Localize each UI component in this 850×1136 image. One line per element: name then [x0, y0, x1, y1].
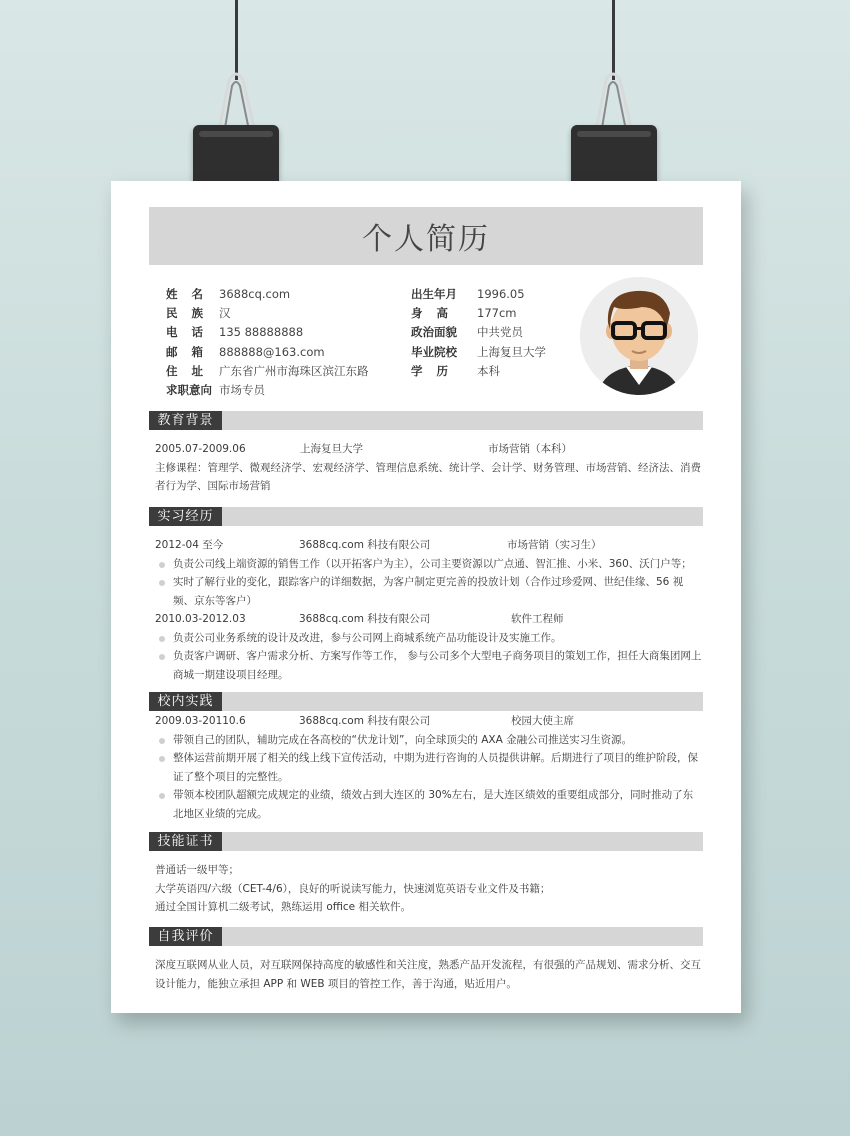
- info-value: 1996.05: [477, 287, 525, 301]
- info-value: 135 88888888: [219, 325, 304, 340]
- section-heading-skills: 技能证书: [149, 832, 222, 851]
- campus-company: 3688cq.com 科技有限公司: [299, 715, 431, 727]
- resume-paper: [111, 181, 741, 1013]
- info-label: 学历: [411, 363, 462, 378]
- info-row: [411, 323, 546, 342]
- skill-line: 通过全国计算机二级考试，熟练运用 office 相关软件。: [155, 901, 411, 913]
- job-duty: 负责客户调研、客户需求分析、方案写作等工作， 参与公司多个大型电子商务项目的策划工作，担任大商集团网上商城一期建设项目经理。: [155, 647, 703, 684]
- skill-line: 普通话一级甲等；: [155, 864, 239, 876]
- section-heading-self-eval: 自我评价: [149, 927, 222, 946]
- education-courses: 主修课程：管理学、微观经济学、宏观经济学、管理信息系统、统计学、会计学、财务管理、市场营销、经济法、消费者行为学、国际市场营销: [155, 461, 701, 492]
- info-value: 广东省广州市海珠区滨江东路: [219, 363, 369, 378]
- section-bar-skills: [149, 832, 703, 851]
- section-bar-internship: [149, 507, 703, 526]
- education-school: 上海复旦大学: [300, 443, 363, 455]
- info-row: [149, 343, 395, 362]
- job-period: 2010.03-2012.03: [155, 613, 246, 625]
- title-bar: [149, 207, 703, 265]
- job-company: 3688cq.com 科技有限公司: [299, 539, 431, 551]
- self-eval-block: [155, 956, 703, 993]
- info-row: [411, 362, 546, 381]
- job-entry: [155, 610, 703, 629]
- info-value: 上海复旦大学: [477, 344, 546, 359]
- info-label: 出生年月: [411, 287, 457, 301]
- info-row: [149, 285, 395, 304]
- page-title: 个人简历: [362, 222, 490, 257]
- info-row: [149, 381, 395, 400]
- job-period: 2012-04 至今: [155, 539, 224, 551]
- campus-duty: 带领自己的团队，辅助完成在各高校的“伏龙计划”，向全球顶尖的 AXA 金融公司推送实习生资源。: [155, 731, 703, 750]
- info-label: 毕业院校: [411, 344, 457, 359]
- info-label: 姓名: [166, 287, 217, 301]
- section-heading-internship: 实习经历: [149, 507, 222, 526]
- education-period: 2005.07-2009.06: [155, 443, 246, 455]
- info-label: 民族: [166, 306, 217, 321]
- job-role: 软件工程师: [511, 613, 564, 625]
- avatar: [580, 277, 698, 395]
- campus-role: 校园大使主席: [511, 715, 574, 727]
- info-value: 888888@163.com: [219, 344, 325, 359]
- section-bar-self-eval: [149, 927, 703, 946]
- info-value: 本科: [477, 363, 500, 378]
- info-row: [149, 304, 395, 323]
- info-label: 电话: [166, 325, 217, 340]
- skills-block: [155, 861, 703, 917]
- skill-line: 大学英语四/六级（CET-4/6），良好的听说读写能力，快速浏览英语专业文件及书籍；: [155, 882, 551, 895]
- info-value: 中共党员: [477, 325, 523, 340]
- campus-entry: [155, 712, 703, 731]
- education-entry: [155, 440, 703, 459]
- info-row: [149, 323, 395, 342]
- info-value: 市场专员: [219, 382, 265, 397]
- section-bar-campus: [149, 692, 703, 711]
- info-label: 政治面貌: [411, 325, 457, 340]
- self-eval-text: 深度互联网从业人员，对互联网保持高度的敏感性和关注度，熟悉产品开发流程，有很强的产品规划、需求分析、交互设计能力，能独立承担 APP 和 WEB 项目的管控工作，善于沟通，贴近用户。: [155, 959, 701, 990]
- job-entry: [155, 536, 703, 555]
- info-value: 3688cq.com: [219, 287, 291, 301]
- education-block: [155, 440, 703, 496]
- info-label: 邮箱: [166, 344, 217, 359]
- campus-period: 2009.03-20110.6: [155, 715, 246, 727]
- info-row: [411, 304, 546, 323]
- personal-info-right: [411, 285, 546, 381]
- job-company: 3688cq.com 科技有限公司: [299, 613, 431, 625]
- info-label: 住址: [166, 363, 217, 378]
- section-heading-education: 教育背景: [149, 411, 222, 430]
- avatar-illustration: [580, 277, 698, 395]
- job-duty: 实时了解行业的变化，跟踪客户的详细数据，为客户制定更完善的投放计划（合作过珍爱网、世纪佳缘、56 视频、京东等客户）: [155, 573, 703, 610]
- binder-clip-left: [193, 125, 279, 183]
- job-duty: 负责公司业务系统的设计及改进，参与公司网上商城系统产品功能设计及实施工作。: [155, 629, 703, 648]
- campus-block: [155, 712, 703, 823]
- personal-info-left: [149, 285, 395, 400]
- job-duty: 负责公司线上端资源的销售工作（以开拓客户为主），公司主要资源以广点通、智汇推、小米、360、沃门户等；: [155, 555, 703, 574]
- info-label: 求职意向: [166, 382, 212, 397]
- job-role: 市场营销（实习生）: [507, 539, 602, 551]
- info-row: [149, 362, 395, 381]
- info-row: [411, 343, 546, 362]
- info-row: [411, 285, 546, 304]
- section-heading-campus: 校内实践: [149, 692, 222, 711]
- info-label: 身高: [411, 306, 462, 321]
- campus-duty: 整体运营前期开展了相关的线上线下宣传活动，中期为进行咨询的人员提供讲解。后期进行了项目的维护阶段，保证了整个项目的完整性。: [155, 749, 703, 786]
- info-value: 177cm: [477, 306, 517, 321]
- binder-clip-right: [571, 125, 657, 183]
- section-bar-education: [149, 411, 703, 430]
- info-value: 汉: [219, 306, 231, 321]
- internship-block: [155, 536, 703, 684]
- education-major: 市场营销（本科）: [488, 443, 572, 455]
- campus-duty: 带领本校团队超额完成规定的业绩，绩效占到大连区的 30%左右，是大连区绩效的重要组成部分，同时推动了东北地区业绩的完成。: [155, 786, 703, 823]
